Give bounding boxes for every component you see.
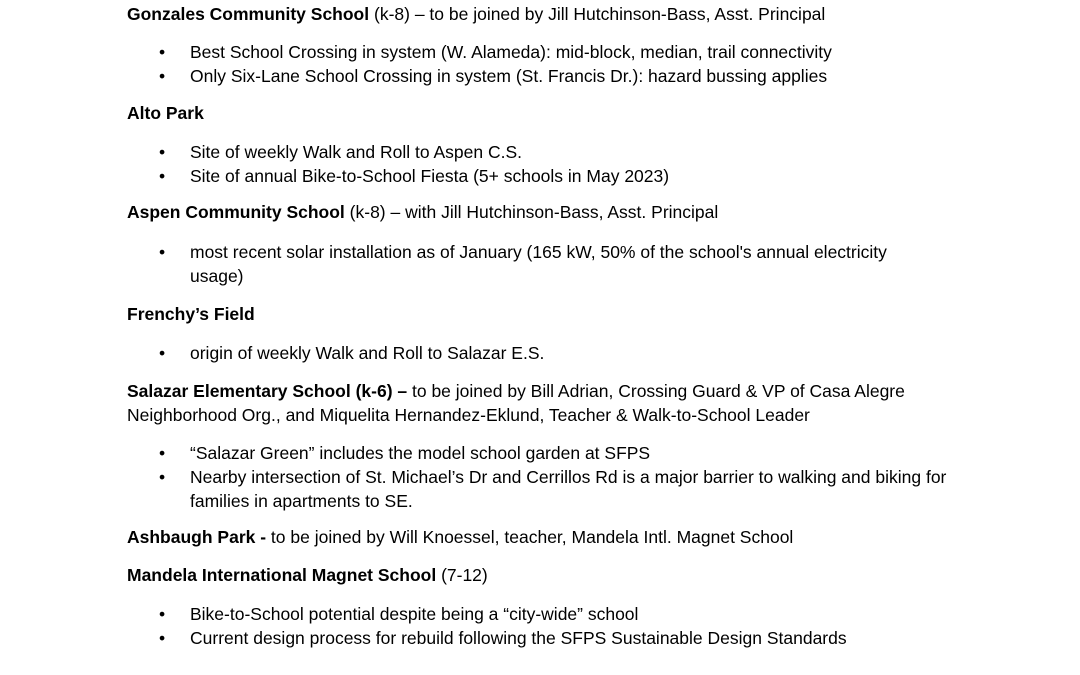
bullet-icon: •	[159, 467, 166, 487]
bullet-icon: •	[159, 628, 166, 648]
list-item: • Site of weekly Walk and Roll to Aspen C.S.	[159, 142, 523, 162]
list-item: • “Salazar Green” includes the model school garden at SFPS	[159, 443, 651, 463]
bullet-icon: •	[159, 142, 166, 162]
document-page	[127, 2, 967, 650]
section-salazar-bullets	[127, 441, 967, 513]
bullet-icon: •	[159, 66, 166, 86]
section-aspen-title: Aspen Community School (k-8) – with Jill Hutchinson-Bass, Asst. Principal	[127, 202, 719, 222]
section-frenchys-field-bullets	[127, 341, 967, 365]
list-item: • Bike-to-School potential despite being a “city-wide” school	[159, 604, 639, 624]
section-frenchys-field-title: Frenchy’s Field	[127, 304, 255, 324]
section-alto-park-title: Alto Park	[127, 103, 204, 123]
bullet-icon: •	[159, 166, 166, 186]
section-salazar-title: Salazar Elementary School (k-6) – to be joined by Bill Adrian, Crossing Guard & VP of Casa Alegre Neighborhood Org., and Miquelita Hernandez-Eklund, Teacher & Walk-to-School Leader	[127, 381, 905, 425]
list-item: • Best School Crossing in system (W. Alameda): mid-block, median, trail connectivity	[159, 42, 832, 62]
section-ashbaugh-park-title: Ashbaugh Park - to be joined by Will Knoessel, teacher, Mandela Intl. Magnet School	[127, 527, 794, 547]
bullet-icon: •	[159, 604, 166, 624]
bullet-icon: •	[159, 443, 166, 463]
section-gonzales-bullets	[127, 40, 967, 88]
bullet-icon: •	[159, 42, 166, 62]
section-mandela-bullets	[127, 602, 967, 650]
list-item: • Nearby intersection of St. Michael’s Dr and Cerrillos Rd is a major barrier to walking and biking for families in apartments to SE.	[159, 467, 947, 511]
section-aspen-bullets	[127, 240, 967, 288]
bullet-icon: •	[159, 242, 166, 262]
list-item: • origin of weekly Walk and Roll to Salazar E.S.	[159, 343, 545, 363]
section-alto-park-bullets	[127, 140, 967, 188]
list-item: • Site of annual Bike-to-School Fiesta (5+ schools in May 2023)	[159, 166, 670, 186]
list-item: • Current design process for rebuild following the SFPS Sustainable Design Standards	[159, 628, 847, 648]
bullet-icon: •	[159, 343, 166, 363]
list-item: • most recent solar installation as of January (165 kW, 50% of the school's annual electricity usage)	[159, 242, 887, 286]
list-item: • Only Six-Lane School Crossing in system (St. Francis Dr.): hazard bussing applies	[159, 66, 828, 86]
section-gonzales-title: Gonzales Community School (k-8) – to be joined by Jill Hutchinson-Bass, Asst. Principal	[127, 4, 826, 24]
section-mandela-title: Mandela International Magnet School (7-12)	[127, 565, 488, 585]
